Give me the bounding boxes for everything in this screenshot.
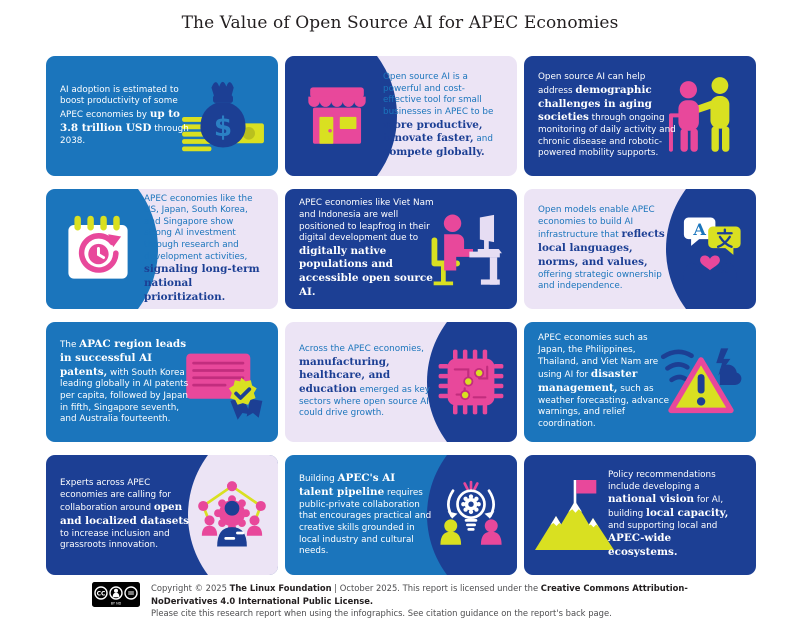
card-text-emphasis: reflects local languages, norms, and values, [538,228,665,268]
card-text [299,472,433,558]
card-text-run: requires public-private collaboration that encourages practical and creative skills grounded in local industry and cultural needs. [299,487,432,557]
card-text-emphasis: up to 3.8 trillion USD [60,108,180,134]
mountain-flag-icon [535,475,615,555]
card-text [538,72,676,160]
svg-text:BY ND: BY ND [110,601,122,606]
card-key-sectors [285,322,517,442]
svg-text:CC: CC [96,590,106,598]
card-text-emphasis: digitally native populations and accessible open source AI. [299,244,433,298]
card-text-emphasis: local capacity, [646,507,729,520]
footer [92,582,742,620]
card-text-emphasis: APEC's AI talent pipeline [299,472,396,498]
card-text-run: to increase inclusion and grassroots innovation. [60,528,170,551]
card-text [538,205,672,293]
footer-text-emphasis: The Linux Foundation [229,583,332,593]
card-text-run: APEC economies like the US, Japan, South Korea, and Singapore show strong AI investment through research and development activities, [144,193,253,262]
card-text-emphasis: demographic challenges in aging societies [538,83,652,124]
card-text-emphasis: national vision [608,493,695,506]
card-policy-recommendations [524,455,756,575]
card-digital-leapfrog [285,189,517,309]
card-text-run: The [60,340,80,351]
card-text-emphasis: manufacturing, healthcare, and education [299,355,391,396]
card-disaster-management [524,322,756,442]
svg-text:=: = [127,589,135,600]
card-text-run: through ongoing monitoring of daily activity and chronic disease and robotic-powered mobility supports. [538,113,676,159]
footer-text-run: Copyright © 2025 [151,583,230,593]
card-local-languages [524,189,756,309]
card-text [383,72,503,160]
card-text-run: emerged as key sectors where open source AI could drive growth. [299,385,430,419]
footer-text-emphasis: Creative Commons Attribution-NoDerivatives 4.0 International Public License. [151,583,688,606]
svg-text:$: $ [213,112,233,143]
card-text-run: through 2038. [60,123,189,146]
card-text-emphasis: signaling long-term national prioritization. [144,263,260,303]
card-text-emphasis: disaster management, [538,368,638,394]
card-ai-patents [46,322,278,442]
card-text-run: Open models enable APEC economies to build AI infrastructure that [538,205,655,241]
card-text [299,198,437,299]
card-text [60,85,198,147]
talent-lightbulb-icon [435,479,507,551]
card-text-run: and [473,134,493,145]
card-text-emphasis: more productive, innovate faster, [383,118,483,145]
card-text-emphasis: APAC region leads in successful AI patents, [60,338,187,378]
card-aging-societies [524,56,756,176]
footer-line-1 [151,582,742,607]
card-rd-investment [46,189,278,309]
footer-text-run: Please cite this research report when using the infographics. See citation guidance on the report's back page. [151,608,612,619]
card-text-run: Policy recommendations include developing a [608,470,716,492]
card-text [608,470,742,560]
card-text-run: offering strategic ownership and independence. [538,269,662,292]
translation-hands-icon [674,213,746,285]
card-text-run: AI adoption is estimated to boost productivity of some APEC economies by [60,84,179,121]
footer-license-text [151,582,742,620]
cards-grid [46,56,756,575]
card-talent-pipeline [285,455,517,575]
card-text-run: and supporting local and [608,520,718,531]
card-text-run: Building [299,474,338,485]
card-text [299,344,433,420]
card-text-run: APEC economies like Viet Nam and Indonesia are well positioned to leapfrog in their digital development due to [299,198,434,244]
collaboration-network-icon [196,479,268,551]
card-text [538,333,676,430]
card-text-run: APEC economies such as Japan, the Philippines, Thailand, and Viet Nam are using AI for [538,333,659,381]
card-text [60,478,194,552]
card-text [60,338,198,426]
calendar-clock-icon [61,212,135,286]
card-text-run: for AI, building [608,495,724,520]
card-text [144,194,264,305]
card-text-run: such as weather forecasting, advance warnings, and relief coordination. [538,384,670,429]
card-text-emphasis: compete globally. [383,146,485,159]
card-text-run: Across the APEC economies, [299,343,424,354]
card-text-run: Open source AI is a powerful and cost-effective tool for small businesses in APEC to be [383,72,494,117]
page-title: The Value of Open Source AI for APEC Economies [181,13,619,33]
card-text-run: Experts across APEC economies are calling for collaboration around [60,478,172,514]
cc-license-badge [92,582,140,607]
card-text-emphasis: open and localized datasets [60,501,190,527]
card-text-run: with South Korea leading globally in AI patents per capita, followed by Japan in fifth, Singapore seventh, and Australia fourteenth. [60,367,189,425]
card-text-emphasis: APEC-wide ecosystems. [608,532,678,559]
storefront-icon [300,79,374,153]
card-text-run: Open source AI can help address [538,72,646,96]
card-small-business [285,56,517,176]
card-ai-productivity [46,56,278,176]
microchip-icon [435,346,507,418]
card-localized-datasets [46,455,278,575]
footer-text-run: | October 2025. This report is licensed under the [331,583,541,593]
svg-text:A: A [693,220,706,240]
